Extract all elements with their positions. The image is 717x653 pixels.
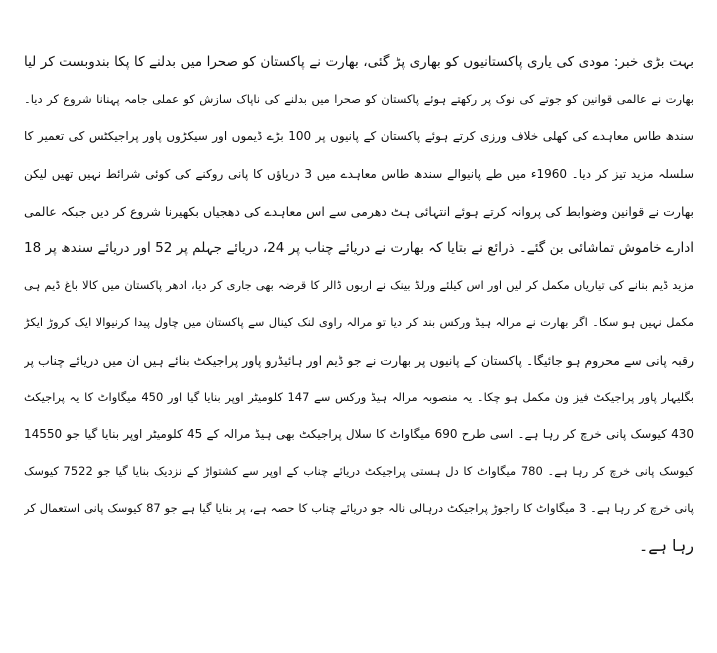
article-line: رہا ہے۔ [638, 536, 694, 556]
article-line: مزید ڈیم بنانے کی تیاریاں مکمل کر لیں اور اس کیلئے ورلڈ بینک نے اربوں ڈالر کا قرضہ بھی جاری کر دیا، ادھر پاکستان میں کالا باغ ڈیم ہی [24, 278, 694, 293]
article-line: ادارے خاموش تماشائی بن گئے۔ ذرائع نے بتایا کہ بھارت نے دریائے چناب پر 24، دریائے جہلم پر 52 اور دریائے سندھ پر 18 [24, 239, 694, 256]
article-body [24, 44, 694, 565]
article-line: 430 کیوسک پانی خرچ کر رہا ہے۔ اسی طرح 690 میگاواٹ کا سلال پراجیکٹ بھی ہیڈ مرالہ کے 45 کلومیٹر اوپر بنایا گیا جو 14550 [24, 426, 694, 441]
article-line: سلسلہ مزید تیز کر دیا۔ 1960ء میں طے پانیوالے سندھ طاس معاہدے میں 3 دریاؤں کا پانی روکنے کی کوئی شرائط نہیں تھیں لیکن [24, 166, 694, 181]
article-line: کیوسک پانی خرچ کر رہا ہے۔ 780 میگاواٹ کا دل ہستی پراجیکٹ دریائے چناب کے اوپر سے کشتواڑ کے نزدیک بنایا گیا جو 7522 کیوسک [24, 464, 694, 479]
article-line: بھارت نے عالمی قوانین کو جوتے کی نوک پر رکھتے ہوئے پاکستان کو صحرا میں بدلنے کی ناپاک سازش کو عملی جامہ پہنانا شروع کر دیا۔ [24, 92, 694, 107]
article-line: بھارت نے قوانین وضوابط کی پروانہ کرتے ہوئے انتہائی ہٹ دھرمی سے اس معاہدے کی دھجیاں بکھیرنا شروع کر دیں جبکہ عالمی [24, 203, 694, 219]
article-line: مکمل نہیں ہو سکا۔ اگر بھارت نے مرالہ ہیڈ ورکس بند کر دیا تو مرالہ راوی لنک کینال سے پاکستان میں چاول پیدا کرنیوالا ایک کروڑ ایکڑ [24, 315, 694, 330]
article-line: پانی خرچ کر رہا ہے۔ 3 میگاواٹ کا راجوڑ پراجیکٹ درہالی نالہ جو دریائے چناب کا حصہ ہے، پر بنایا گیا ہے جو 87 کیوسک پانی استعمال کر [24, 501, 694, 516]
article-line: رقبہ پانی سے محروم ہو جائیگا۔ پاکستان کے پانیوں پر بھارت نے جو ڈیم اور ہائیڈرو پاور پراجیکٹ بنائے ہیں ان میں دریائے چناب پر [24, 352, 694, 368]
article-line: بہت بڑی خبر: مودی کی یاری پاکستانیوں کو بھاری پڑ گئی، بھارت نے پاکستان کو صحرا میں بدلنے کا پکا بندوبست کر لیا [24, 54, 694, 70]
article-line: بگلیہار پاور پراجیکٹ فیز ون مکمل ہو چکا۔ یہ منصوبہ مرالہ ہیڈ ورکس سے 147 کلومیٹر اوپر بنایا گیا اور 450 میگاواٹ کا یہ پراجیکٹ [24, 389, 694, 404]
article-line: سندھ طاس معاہدے کی کھلی خلاف ورزی کرتے ہوئے پاکستان کے پانیوں پر 100 بڑے ڈیموں اور سیکڑوں پاور پراجیکٹس کی تعمیر کا [24, 129, 694, 144]
